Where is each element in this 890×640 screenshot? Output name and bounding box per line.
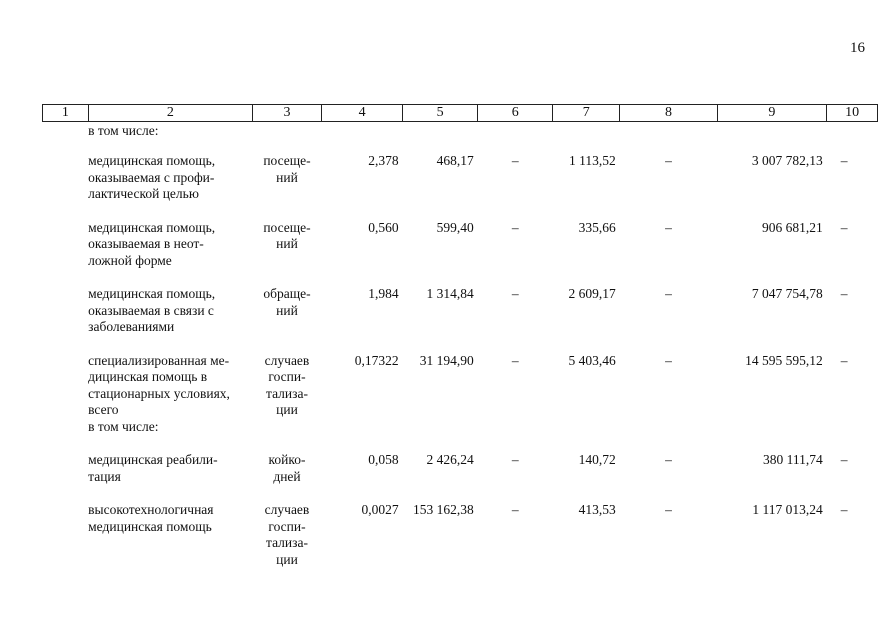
cell-col8: –	[665, 219, 672, 235]
service-name: медицинская помощь, оказываемая с профи- лактической целью	[88, 153, 216, 201]
cell-col6: –	[511, 286, 519, 301]
column-header-10: 10	[827, 105, 878, 122]
table-row	[43, 502, 878, 585]
cell-col7: 335,66	[578, 219, 616, 235]
service-name: высокотехнологичная медицинская помощь	[88, 502, 214, 534]
cell-col8: –	[665, 352, 672, 368]
cell-col7: 2 609,17	[568, 286, 616, 301]
cell-col10: –	[840, 286, 848, 301]
column-number-header-row	[43, 105, 878, 122]
column-header-3: 3	[253, 105, 322, 122]
cell-col8: –	[665, 286, 672, 301]
cell-col4: 2,378	[368, 153, 399, 168]
cell-col9: 906 681,21	[761, 219, 823, 235]
intro-row	[43, 122, 878, 154]
column-header-1: 1	[43, 105, 89, 122]
unit-of-measure: посеще- ний	[263, 153, 311, 185]
cell-col5: 1 314,84	[426, 286, 474, 301]
cell-col4: 0,0027	[361, 502, 399, 517]
table-row	[43, 220, 878, 287]
cell-col9: 1 117 013,24	[752, 502, 823, 517]
cell-col5: 468,17	[436, 153, 474, 168]
cell-col10: –	[840, 153, 848, 168]
service-name: специализированная ме- дицинская помощь в стационарных условиях, всего в том числе:	[88, 353, 252, 453]
table-row	[43, 153, 878, 220]
unit-of-measure: койко- дней	[268, 452, 306, 484]
cell-col5: 599,40	[436, 219, 474, 235]
unit-of-measure: случаев госпи- тализа- ции	[264, 502, 310, 567]
cell-col7: 1 113,52	[569, 153, 616, 168]
column-header-6: 6	[478, 105, 553, 122]
cell-col8: –	[665, 153, 672, 168]
column-header-5: 5	[403, 105, 478, 122]
table-row	[43, 353, 878, 453]
cell-col5: 2 426,24	[426, 452, 474, 467]
cell-col6: –	[511, 352, 519, 368]
cell-col4: 0,17322	[354, 352, 399, 368]
page-number: 16	[850, 40, 865, 56]
column-header-4: 4	[321, 105, 402, 122]
unit-of-measure: случаев госпи- тализа- ции	[264, 352, 310, 417]
intro-label: в том числе:	[88, 123, 159, 138]
service-name: медицинская реабили- тация	[88, 452, 218, 484]
cell-col4: 0,058	[368, 452, 399, 467]
sub-label: в том числе:	[88, 418, 159, 434]
column-header-2: 2	[88, 105, 252, 122]
unit-of-measure: обраще- ний	[263, 286, 311, 318]
cell-col6: –	[511, 219, 519, 235]
service-name: медицинская помощь, оказываемая в неот- ложной форме	[88, 219, 216, 268]
cell-col6: –	[511, 153, 519, 168]
cell-col10: –	[840, 452, 848, 467]
cell-col4: 1,984	[368, 286, 399, 301]
cell-col7: 140,72	[578, 452, 616, 467]
column-header-8: 8	[620, 105, 717, 122]
cell-col9: 380 111,74	[762, 452, 823, 467]
cell-col9: 7 047 754,78	[751, 286, 823, 301]
cell-col5: 31 194,90	[419, 352, 474, 368]
cell-col4: 0,560	[368, 219, 399, 235]
cell-col7: 5 403,46	[568, 352, 616, 368]
column-header-9: 9	[717, 105, 827, 122]
cell-col9: 3 007 782,13	[751, 153, 823, 168]
service-name: медицинская помощь, оказываемая в связи с заболеваниями	[88, 286, 216, 334]
table-row	[43, 452, 878, 502]
cell-col8: –	[665, 502, 672, 517]
cell-col8: –	[665, 452, 672, 467]
cell-col10: –	[840, 502, 848, 517]
table-row	[43, 286, 878, 353]
cell-col6: –	[511, 502, 519, 517]
cell-col6: –	[511, 452, 519, 467]
column-header-7: 7	[553, 105, 620, 122]
tariff-table	[42, 104, 878, 585]
unit-of-measure: посеще- ний	[263, 219, 311, 251]
cell-col5: 153 162,38	[412, 502, 474, 517]
cell-col9: 14 595 595,12	[745, 352, 823, 368]
cell-col10: –	[840, 352, 848, 368]
cell-col10: –	[840, 219, 848, 235]
cell-col7: 413,53	[578, 502, 616, 517]
